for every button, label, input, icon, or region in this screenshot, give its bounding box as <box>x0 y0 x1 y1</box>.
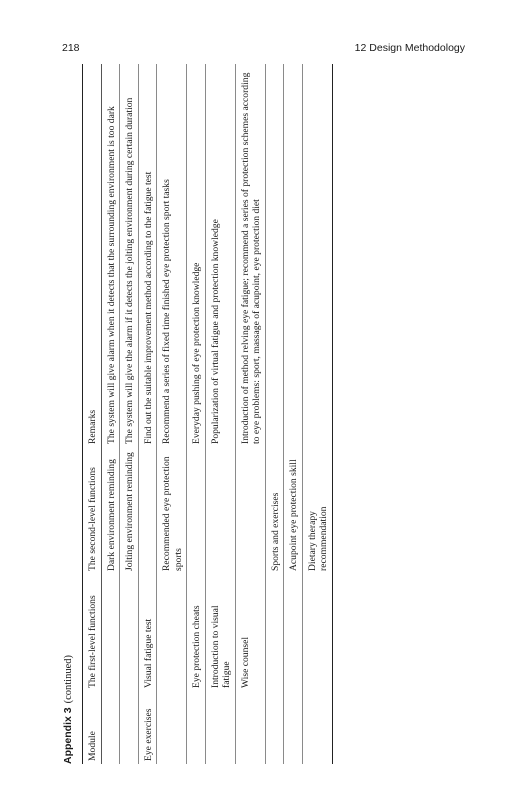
first-level-cell <box>265 574 284 691</box>
module-cell <box>265 691 284 764</box>
table-row <box>235 64 265 764</box>
table-row <box>265 64 284 764</box>
chapter-title: 12 Design Methodology <box>354 42 465 54</box>
table-row <box>284 64 303 764</box>
page-number: 218 <box>62 42 80 54</box>
first-level-cell: Visual fatigue test <box>142 618 154 688</box>
table-row <box>187 64 206 764</box>
second-level-cell: Acupoint eye protection skill <box>288 459 299 571</box>
first-level-cell: Wise counsel <box>239 636 251 688</box>
module-cell <box>284 691 303 764</box>
column-header-first-level: The first-level functions <box>87 595 98 688</box>
rotated-table-region <box>62 64 465 764</box>
table-caption-sub: (continued) <box>63 655 74 704</box>
second-level-cell: Dark environment reminding <box>105 459 117 571</box>
table-row <box>302 64 332 764</box>
remarks-cell: Popularization of virtual fatigue and protection knowledge <box>209 219 221 444</box>
first-level-cell <box>101 574 120 691</box>
table-row <box>120 64 139 764</box>
second-level-cell: Dietary therapy recommendation <box>306 506 329 571</box>
module-cell <box>187 691 206 764</box>
second-level-cell: Jolting environment reminding <box>124 452 135 571</box>
second-level-cell: Sports and exercises <box>269 492 281 571</box>
remarks-cell <box>265 64 284 447</box>
first-level-cell: Introduction to visual fatigue <box>209 605 232 688</box>
first-level-cell <box>284 574 303 691</box>
remarks-cell <box>284 64 303 447</box>
column-header-remarks: Remarks <box>87 409 98 444</box>
first-level-cell <box>157 574 187 691</box>
second-level-cell <box>138 447 157 574</box>
first-level-cell <box>120 574 139 691</box>
module-cell <box>235 691 265 764</box>
table-caption-label: Appendix 3 <box>62 707 74 764</box>
second-level-cell <box>187 447 206 574</box>
first-level-cell: Eye protection cheats <box>191 605 202 688</box>
second-level-cell <box>205 447 235 574</box>
second-level-cell: Recommended eye protection sports <box>161 456 184 571</box>
column-header-second-level: The second-level functions <box>87 467 98 571</box>
table-body <box>101 64 332 764</box>
table-row <box>101 64 120 764</box>
module-cell <box>120 691 139 764</box>
module-cell <box>205 691 235 764</box>
table-row <box>205 64 235 764</box>
remarks-cell: Find out the suitable improvement method according to the fatigue test <box>142 171 154 444</box>
module-cell <box>101 691 120 764</box>
remarks-cell: Introduction of method relving eye fatigue; recommend a series of protection schemes according to eye problems: sport, massage of acupoint, eye protection diet <box>239 72 262 444</box>
column-header-module: Module <box>87 731 98 761</box>
table-row <box>157 64 187 764</box>
module-cell <box>157 691 187 764</box>
running-header <box>62 40 465 56</box>
remarks-cell: Everyday pushing of eye protection knowledge <box>191 262 202 444</box>
second-level-cell <box>235 447 265 574</box>
first-level-cell <box>302 574 332 691</box>
remarks-cell <box>302 64 332 447</box>
table-header-row <box>83 64 102 764</box>
module-cell <box>302 691 332 764</box>
remarks-cell: The system will give the alarm if it detects the jolting environment during certain duration <box>124 97 135 444</box>
appendix-table <box>82 64 333 764</box>
module-cell: Eye exercises <box>142 708 154 761</box>
remarks-cell: Recommend a series of fixed time finished eye protection sport tasks <box>161 179 172 444</box>
table-caption <box>62 655 80 764</box>
table-row <box>138 64 157 764</box>
remarks-cell: The system will give alarm when it detects that the surrounding environment is too dark <box>105 106 117 444</box>
